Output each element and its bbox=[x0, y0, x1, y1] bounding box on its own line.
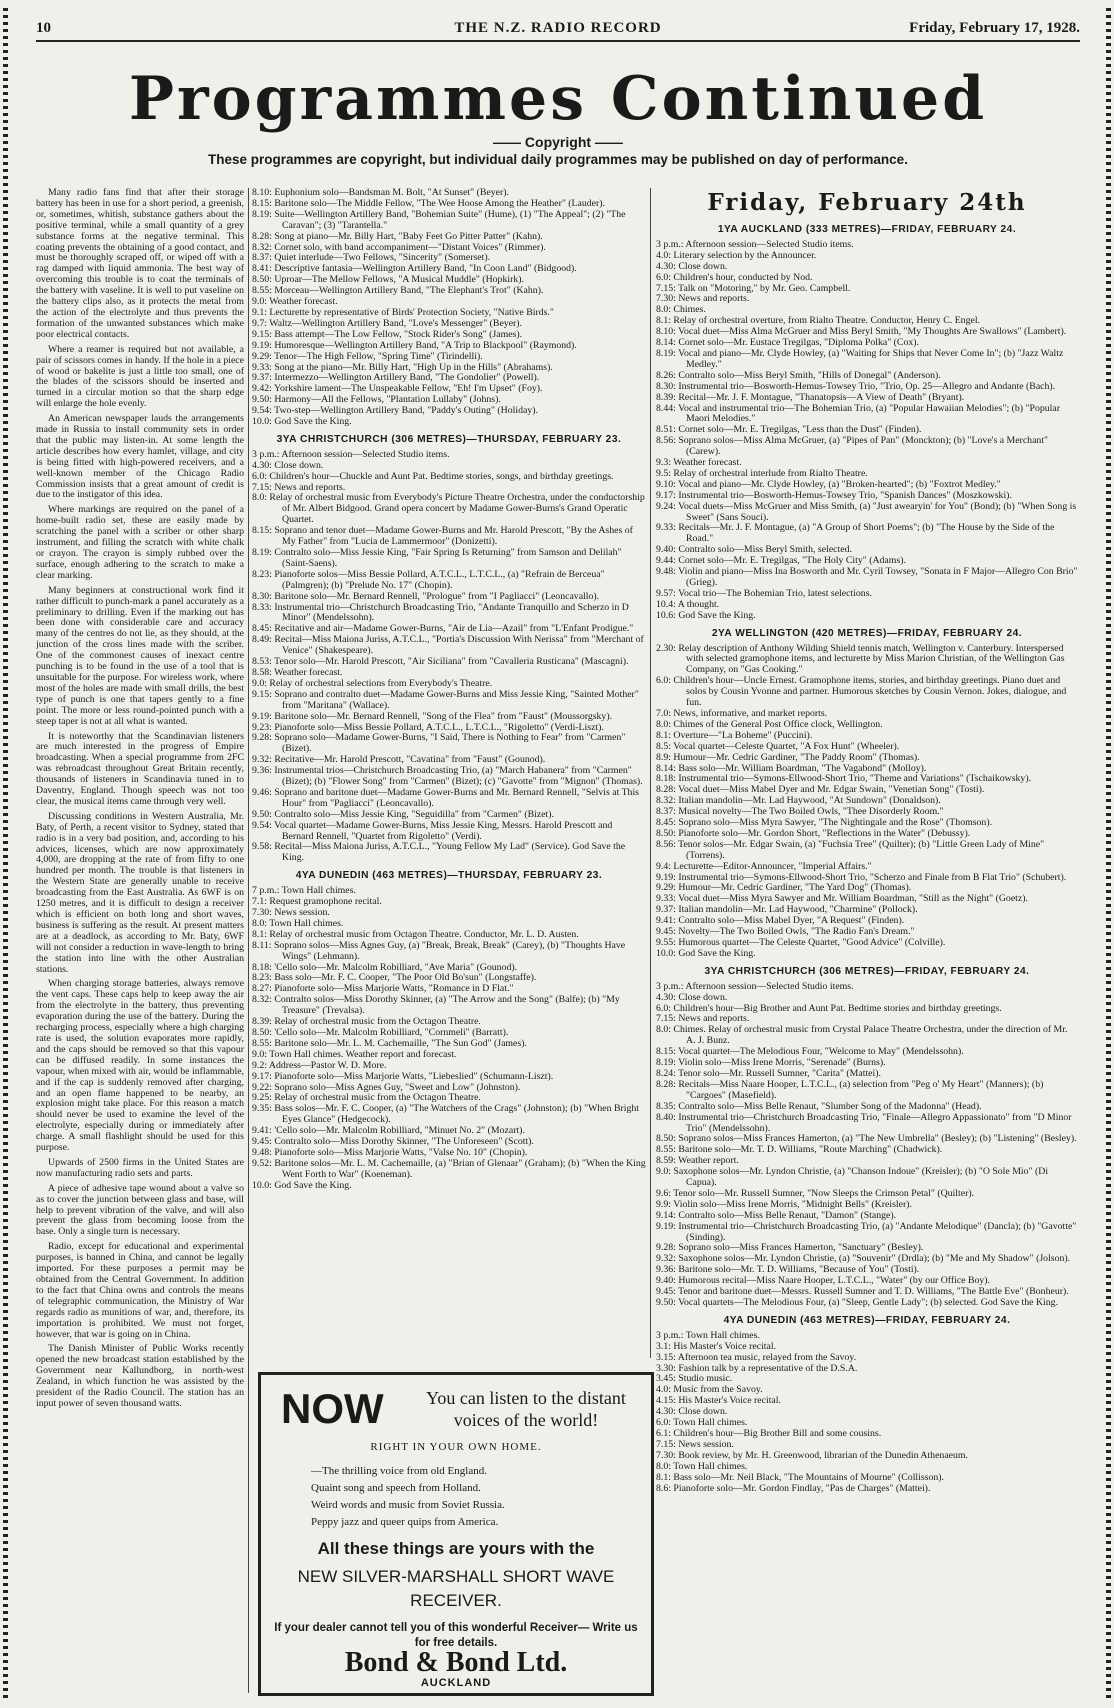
programme-item: 9.19: Baritone solo—Mr. Bernard Rennell, "Song of the Flea" from "Faust" (Moussorgsky). bbox=[252, 710, 613, 722]
programme-item: 9.33: Vocal duet—Miss Myra Sawyer and Mr. William Boardman, "Still as the Night" (Goetz). bbox=[656, 893, 1028, 905]
page-number: 10 bbox=[36, 20, 51, 36]
programme-item: 8.19: Vocal and piano—Mr. Clyde Howley, (a) "Waiting for Ships that Never Come In"; (b) "Jazz Waltz Medley." bbox=[656, 347, 1064, 370]
station-heading-2ya: 2YA WELLINGTON (420 METRES)—FRIDAY, FEBRUARY 24. bbox=[711, 627, 1023, 639]
programme-item: 8.51: Cornet solo—Mr. E. Tregilgas, "Less than the Dust" (Finden). bbox=[656, 424, 922, 436]
programme-item: 9.10: Vocal and piano—Mr. Clyde Howley, (a) "Broken-hearted"; (b) "Foxtrot Medley." bbox=[656, 478, 1001, 490]
programme-item: 9.37: Intermezzo—Wellington Artillery Band, "The Gondolier" (Powell). bbox=[252, 372, 540, 384]
programme-list-2ya-continued bbox=[252, 188, 646, 428]
programme-item: 4.30: Close down. bbox=[252, 459, 324, 471]
programme-item: 8.18: 'Cello solo—Mr. Malcolm Robilliard, "Ave Maria" (Gounod). bbox=[252, 961, 518, 973]
programme-list-2ya bbox=[656, 644, 1078, 960]
programme-item: 9.50: Vocal quartets—The Melodious Four, (a) "Sleep, Gentle Lady"; (b) selected. God Save the King. bbox=[656, 1297, 1059, 1308]
programme-item: 3.15: Afternoon tea music, relayed from the Savoy. bbox=[656, 1351, 857, 1363]
programme-item: 8.0: Town Hall chimes. bbox=[252, 917, 344, 929]
programme-item: 9.48: Violin and piano—Miss Ina Bosworth and Mr. Cyril Towsey, "Sonata in F Major—Allegro Con Brio" (Grieg). bbox=[656, 566, 1078, 588]
programme-item: 9.45: Contralto solo—Miss Dorothy Skinner, "The Unforeseen" (Scott). bbox=[252, 1136, 534, 1148]
programme-item: 8.40: Instrumental trio—Christchurch Broadcasting Trio, "Finale—Allegro Appassionato" from "D Minor Trio" (Mendelssohn). bbox=[656, 1111, 1072, 1134]
programme-item: 9.29: Humour—Mr. Cedric Gardiner, "The Yard Dog" (Thomas). bbox=[656, 882, 912, 894]
programme-item: 9.0: Relay of orchestral selections from Everybody's Theatre. bbox=[252, 677, 493, 689]
programme-item: 9.36: Baritone solo—Mr. T. D. Williams, "Because of You" (Tosti). bbox=[656, 1264, 920, 1276]
programme-item: 9.0: Town Hall chimes. Weather report and forecast. bbox=[252, 1048, 457, 1060]
programme-item: 7.0: News, informative, and market reports. bbox=[656, 707, 828, 719]
ad-features bbox=[311, 1463, 505, 1531]
programme-item: 3 p.m.: Afternoon session—Selected Studio items. bbox=[656, 238, 854, 250]
programme-item: 8.14: Bass solo—Mr. William Boardman, "The Vagabond" (Molloy). bbox=[656, 762, 927, 774]
station-heading-4ya-thursday: 4YA DUNEDIN (463 METRES)—THURSDAY, FEBRUARY 23. bbox=[295, 870, 603, 882]
station-heading-1ya: 1YA AUCKLAND (333 METRES)—FRIDAY, FEBRUARY 24. bbox=[717, 224, 1017, 235]
programme-list-3ya bbox=[656, 982, 1078, 1309]
programme-item: 9.36: Instrumental trios—Christchurch Broadcasting Trio, (a) "March Habanera" from "Carmen" (Bizet); (b) "Flower Song" from "Carmen" (Bizet); (c) "Gavotte" from "Mignon" (Thomas). bbox=[252, 765, 643, 788]
programme-item: 8.23: Pianoforte solos—Miss Bessie Pollard, A.T.C.L., L.T.C.L., (a) "Refrain de Berceua" (Palmgren); (b) "Prelude No. 17" (Chopin). bbox=[252, 568, 605, 591]
programme-item: 6.0: Town Hall chimes. bbox=[656, 1417, 748, 1429]
programme-item: 8.10: Euphonium solo—Bandsman M. Bolt, "At Sunset" (Beyer). bbox=[252, 188, 509, 198]
programme-item: 8.39: Relay of orchestral music from the Octagon Theatre. bbox=[252, 1016, 481, 1028]
programme-item: 8.5: Vocal quartet—Celeste Quartet, "A Fox Hunt" (Wheeler). bbox=[656, 740, 900, 752]
programme-item: 9.52: Baritone solos—Mr. L. M. Cachemaille, (a) "Brian of Glenaar" (Graham); (b) "When the King Went Forth to War" (Koeneman). bbox=[252, 1157, 646, 1180]
programme-item: 9.58: Recital—Miss Maiona Juriss, A.T.C.L., "Young Fellow My Lad" (Service). God Save the King. bbox=[252, 841, 626, 864]
programme-item: 3.1: His Master's Voice recital. bbox=[656, 1340, 777, 1352]
programme-item: 7.15: News session. bbox=[656, 1438, 734, 1450]
programme-item: 9.32: Recitative—Mr. Harold Prescott, "Cavatina" from "Faust" (Gounod). bbox=[252, 754, 546, 766]
programme-item: 9.0: Weather forecast. bbox=[252, 296, 338, 308]
column-radio-notes bbox=[36, 188, 249, 1693]
programme-item: 3.45: Studio music. bbox=[656, 1373, 733, 1385]
programme-item: 9.32: Saxophone solos—Mr. Lyndon Christie, (a) "Souvenir" (Drdla); (b) "Me and My Shadow" (Jolson). bbox=[656, 1253, 1071, 1265]
programme-item: 9.22: Soprano solo—Miss Agnes Guy, "Sweet and Low" (Johnston). bbox=[252, 1081, 521, 1093]
programme-item: 9.19: Instrumental trio—Symons-Ellwood-Short Trio, "Scherzo and Finale from B Flat Trio" (Schubert). bbox=[656, 871, 1067, 883]
programme-item: 6.0: Children's hour, conducted by Nod. bbox=[656, 271, 813, 283]
programme-item: 8.10: Vocal duet—Miss Alma McGruer and Miss Beryl Smith, "My Thoughts Are Swallows" (Lambert). bbox=[656, 326, 1067, 338]
programme-item: 8.27: Pianoforte solo—Miss Marjorie Watts, "Romance in D Flat." bbox=[252, 983, 514, 995]
programme-item: 9.0: Saxophone solos—Mr. Lyndon Christie, (a) "Chanson Indoue" (Kreisler); (b) "O Sole Mio" (Di Capua). bbox=[656, 1166, 1049, 1189]
issue-date: Friday, February 17, 1928. bbox=[909, 20, 1080, 36]
programme-item: 10.4: A thought. bbox=[656, 598, 720, 610]
left-border bbox=[3, 8, 8, 1700]
paragraph: Many radio fans find that after their storage battery has been in use for a short period, a greenish, or, sometimes, whitish, substance gathers about the positive terminal, while a small quantity of a grey substance forms at the negative terminal. This coating prevents the obtaining of a good contact, and must be thoroughly scraped off, or wiped off with a rag damped with liquid ammonia. The best way of overcoming this trouble is to coat the terminals of the battery with vaseline. It is well to put vaseline on the battery clips also, as it protects the metal from the action of the electrolyte and thus prevents the formation of the unwanted substances which make poor electrical contacts. bbox=[36, 188, 244, 340]
programme-item: 3 p.m.: Afternoon session—Selected Studio items. bbox=[252, 448, 450, 460]
publication-title: THE N.Z. RADIO RECORD bbox=[454, 20, 662, 36]
programme-item: 8.30: Instrumental trio—Bosworth-Hemus-Towsey Trio, "Trio, Op. 25—Allegro and Andante (Bach). bbox=[656, 380, 1056, 392]
ad-feature: Quaint song and speech from Holland. bbox=[311, 1482, 481, 1494]
programme-item: 9.54: Two-step—Wellington Artillery Band, "Paddy's Outing" (Holiday). bbox=[252, 405, 538, 417]
programme-item: 4.30: Close down. bbox=[656, 1406, 728, 1418]
copyright-label: —— Copyright —— bbox=[493, 134, 623, 150]
programme-item: 9.40: Humorous recital—Miss Naare Hooper, L.T.C.L., "Water" (by our Office Boy). bbox=[656, 1275, 991, 1287]
programme-item: 9.9: Violin solo—Miss Irene Morris, "Midnight Bells" (Kreisler). bbox=[656, 1198, 912, 1210]
paragraph: The Danish Minister of Public Works recently opened the new broadcast station established by the Government near Kallundborg, in north-west Zealand, in which function he was assisted by the president of the Radio Council. The station has an input power of seven thousand watts. bbox=[36, 1343, 244, 1409]
ad-product: NEW SILVER-MARSHALL SHORT WAVE RECEIVER. bbox=[297, 1567, 615, 1610]
programme-item: 8.35: Contralto solo—Miss Belle Renaut, "Slumber Song of the Madonna" (Head). bbox=[656, 1100, 982, 1112]
programme-item: 8.53: Tenor solo—Mr. Harold Prescott, "Air Siciliana" from "Cavalleria Rusticana" (Mascagni). bbox=[252, 656, 629, 668]
programme-list-3ya-thursday bbox=[252, 450, 646, 864]
ad-feature: Peppy jazz and queer quips from America. bbox=[311, 1516, 499, 1528]
programme-item: 6.0: Children's hour—Chuckle and Aunt Pat. Bedtime stories, songs, and birthday greetings. bbox=[252, 470, 614, 482]
programme-item: 9.50: Harmony—All the Fellows, "Plantation Lullaby" (Johns). bbox=[252, 394, 501, 406]
programme-list-4ya-thursday bbox=[252, 886, 646, 1191]
right-border bbox=[1106, 8, 1111, 1700]
paragraph: Radio, except for educational and experimental purposes, is banned in China, and cannot be legally imported. For these purposes a permit may be obtained from the Central Government. In addition to the fact that China owns and controls the means of telegraphic communication, the Ministry of War regards radio as munitions of war, and, therefore, its importation is prohibited. We must not forget, however, that war is going on in China. bbox=[36, 1241, 244, 1340]
column-thursday-programmes bbox=[252, 188, 651, 1358]
programme-item: 10.0: God Save the King. bbox=[252, 1179, 352, 1191]
advertisement-silver-marshall bbox=[258, 1372, 654, 1696]
programme-item: 7 p.m.: Town Hall chimes. bbox=[252, 885, 356, 897]
paragraph: Discussing conditions in Western Australia, Mr. Baty, of Perth, a recent visitor to Sydney, stated that radio is in a very bad position, and, according to his advices, licenses, which are now approximately 4,000, are dropping at the rate of from fifty to one hundred per month. The trouble is that listeners in the Western State are generally unable to receive broadcasting from the East Australia. As 6WF is on 1250 metres, and it is difficult to design a receiver which is efficient on both long and short waves, business is suffering as the result. At present matters are at a deadlock, as according to Mr. Baty, 6WF will not consider a reduction in wave-length to bring the station into line with the other Australian stations. bbox=[36, 810, 244, 975]
programme-item: 7.15: News and reports. bbox=[252, 481, 346, 493]
programme-item: 8.11: Soprano solos—Miss Agnes Guy, (a) "Break, Break, Break" (Carey), (b) "Thoughts Have Wings" (Lehmann). bbox=[252, 939, 626, 962]
page-title: Programmes Continued bbox=[128, 64, 988, 134]
programme-item: 8.41: Descriptive fantasia—Wellington Artillery Band, "In Coon Land" (Bidgood). bbox=[252, 263, 577, 275]
programme-item: 8.19: Suite—Wellington Artillery Band, "Bohemian Suite" (Hume), (1) "The Appeal"; (2) "The Caravan"; (3) "Tarantella." bbox=[252, 208, 626, 231]
programme-item: 8.37: Musical novelty—The Two Boiled Owls, "Thee Disorderly Room." bbox=[656, 806, 944, 818]
programme-item: 9.46: Soprano and baritone duet—Madame Gower-Burns and Mr. Bernard Rennell, "Selvis at This Hour" from "Pagliacci" (Leoncavallo). bbox=[252, 786, 639, 809]
programme-item: 8.56: Soprano solos—Miss Alma McGruer, (a) "Pipes of Pan" (Monckton); (b) "Love's a Merchant" (Carew). bbox=[656, 435, 1049, 458]
programme-item: 8.55: Morceau—Wellington Artillery Band, "The Elephant's Trot" (Kahn). bbox=[252, 285, 544, 297]
programme-item: 9.40: Contralto solo—Miss Beryl Smith, selected. bbox=[656, 544, 852, 556]
programme-item: 8.32: Italian mandolin—Mr. Lad Haywood, "At Sundown" (Donaldson). bbox=[656, 795, 941, 807]
programme-item: 8.26: Contralto solo—Miss Beryl Smith, "Hills of Donegal" (Anderson). bbox=[656, 369, 941, 381]
programme-item: 8.50: Uproar—The Mellow Fellows, "A Musical Muddle" (Hopkirk). bbox=[252, 274, 524, 286]
column-friday-programmes bbox=[656, 188, 1078, 1693]
ad-city: AUCKLAND bbox=[420, 1677, 492, 1689]
programme-item: 9.45: Novelty—The Two Boiled Owls, "The Radio Fan's Dream." bbox=[656, 926, 915, 938]
programme-item: 9.29: Tenor—The High Fellow, "Spring Time" (Tirindelli). bbox=[252, 350, 483, 362]
programme-item: 9.23: Pianoforte solo—Miss Bessie Pollard, A.T.C.L., L.T.C.L., "Rigoletto" (Verdi-Liszt). bbox=[252, 721, 604, 733]
programme-item: 8.0: Chimes. bbox=[656, 304, 706, 316]
programme-item: 8.1: Relay of orchestral music from Octagon Theatre. Conductor, Mr. L. D. Austen. bbox=[252, 928, 579, 940]
programme-item: 7.1: Request gramophone recital. bbox=[252, 896, 382, 908]
programme-item: 8.55: Baritone solo—Mr. T. D. Williams, "Route Marching" (Chadwick). bbox=[656, 1144, 943, 1156]
paragraph: Upwards of 2500 firms in the United States are now manufacturing radio sets and parts. bbox=[36, 1156, 244, 1179]
programme-item: 10.6: God Save the King. bbox=[656, 609, 756, 621]
ad-feature: —The thrilling voice from old England. bbox=[311, 1465, 487, 1477]
copyright-note: These programmes are copyright, but individual daily programmes may be published on day of performance. bbox=[208, 152, 908, 167]
programme-item: 9.55: Humorous quartet—The Celeste Quartet, "Good Advice" (Colville). bbox=[656, 937, 946, 948]
paragraph: When charging storage batteries, always remove the vent caps. These caps help to keep away the air from the electrolyte in the battery, thus preventing evaporation during the use of the battery. During the recharging process, especially where a high charging rate is used, the solution evaporates more rapidly, and the caps should be removed so that this vapour can be diffused readily. In some instances the vapour, when mixed with air, would be inflammable, and if the cap is suddenly removed after charging, and an open flame happened to be nearby, an explosion might take place. For this reason a match should never be used to examine the level of the electrolyte, especially during or immediately after charge. A small flashlight should be used for this purpose. bbox=[36, 978, 244, 1154]
programme-item: 8.1: Overture—"La Boheme" (Puccini). bbox=[656, 729, 813, 741]
programme-list-4ya bbox=[656, 1331, 1078, 1495]
programme-item: 4.15: His Master's Voice recital. bbox=[656, 1395, 781, 1407]
programme-item: 9.24: Vocal duets—Miss McGruer and Miss Smith, (a) "Just awearyin' for You" (Bond); (b) "When Song is Sweet" (Sans Souci). bbox=[656, 500, 1077, 523]
paragraph: An American newspaper lauds the arrangements made in Russia to install community sets in order that the public may listen-in. At some length the article describes how every hamlet, village, and city is being fitted with high-powered receivers, and a well-known member of the Chicago Radio Commission insists that a great amount of credit is due to the instigator of this idea. bbox=[36, 413, 244, 501]
programme-item: 8.14: Cornet solo—Mr. Eustace Tregilgas, "Diploma Polka" (Cox). bbox=[656, 337, 919, 349]
programme-item: 8.23: Bass solo—Mr. F. C. Cooper, "The Poor Old Bo'sun" (Longstaffe). bbox=[252, 972, 537, 984]
programme-item: 7.15: Talk on "Motoring," by Mr. Geo. Campbell. bbox=[656, 282, 851, 294]
programme-item: 8.19: Contralto solo—Miss Jessie King, "Fair Spring Is Returning" from Samson and Delilah" (Saint-Saens). bbox=[252, 547, 622, 569]
programme-item: 9.25: Relay of orchestral music from the Octagon Theatre. bbox=[252, 1092, 481, 1104]
programme-item: 3 p.m.: Afternoon session—Selected Studio items. bbox=[656, 980, 854, 992]
programme-item: 8.18: Instrumental trio—Symons-Ellwood-Short Trio, "Theme and Variations" (Tschaikowsky). bbox=[656, 773, 1032, 785]
paragraph: Where a reamer is required but not available, a pair of scissors comes in handy. If the hole in a piece of wood or bakelite is just a little too small, one of the blades of the scissors should be inserted and turned in a circular motion so that the sharp edge will enlarge the hole evenly. bbox=[36, 343, 244, 410]
programme-item: 10.0: God Save the King. bbox=[252, 416, 352, 428]
programme-item: 9.35: Bass solos—Mr. F. C. Cooper, (a) "The Watchers of the Crags" (Johnston); (b) "When Bright Eyes Glance" (Hedgecock). bbox=[252, 1103, 639, 1126]
programme-item: 8.50: Soprano solos—Miss Frances Hamerton, (a) "The New Umbrella" (Besley); (b) "Listening" (Besley). bbox=[656, 1133, 1077, 1145]
programme-item: 9.57: Vocal trio—The Bohemian Trio, latest selections. bbox=[656, 587, 872, 599]
programme-item: 9.44: Cornet solo—Mr. E. Tregilgas, "The Holy City" (Adams). bbox=[656, 555, 906, 567]
programme-item: 8.0: Relay of orchestral music from Everybody's Picture Theatre Orchestra, under the conductorship of Mr. Albert Bidgood. Grand opera concert by Madame Gower-Burns's Grand Operatic Quartet. bbox=[252, 492, 645, 526]
programme-item: 8.49: Recital—Miss Maiona Juriss, A.T.C.L., "Portia's Discussion With Nerissa" from "Merchant of Venice" (Shakespeare). bbox=[252, 634, 644, 657]
programme-item: 4.30: Close down. bbox=[656, 991, 728, 1003]
paragraph: A piece of adhesive tape wound about a valve so as to cover the junction between glass and base, will help to prevent vibration of the valve, and will also prevent the glass from becoming loose from the base. Only a single turn is necessary. bbox=[36, 1182, 244, 1238]
day-heading: Friday, February 24th bbox=[707, 189, 1027, 216]
programme-item: 8.28: Recitals—Miss Naare Hooper, L.T.C.L., (a) selection from "Peg o' My Heart" (Manners); (b) "Cargoes" (Masefield). bbox=[656, 1078, 1044, 1101]
programme-item: 8.33: Instrumental trio—Christchurch Broadcasting Trio, "Andante Tranquillo and Scherzo in D Minor" (Mendelssohn). bbox=[252, 601, 629, 624]
programme-item: 9.4: Lecturette—Editor-Announcer, "Imperial Affairs." bbox=[656, 860, 872, 872]
ad-now: NOW bbox=[281, 1385, 384, 1432]
programme-item: 8.39: Recital—Mr. J. F. Montague, "Thanatopsis—A View of Death" (Bryant). bbox=[656, 391, 965, 403]
programme-item: 4.0: Music from the Savoy. bbox=[656, 1384, 763, 1396]
programme-item: 9.7: Waltz—Wellington Artillery Band, "Love's Messenger" (Beyer). bbox=[252, 317, 523, 329]
programme-item: 9.50: Contralto solo—Miss Jessie King, "Seguidilla" from "Carmen" (Bizet). bbox=[252, 808, 554, 820]
ad-company: Bond & Bond Ltd. bbox=[344, 1647, 568, 1678]
programme-item: 8.59: Weather report. bbox=[656, 1155, 739, 1167]
programme-item: 9.33: Recitals—Mr. J. F. Montague, (a) "A Group of Short Poems"; (b) "The House by the Side of the Road." bbox=[656, 522, 1055, 545]
programme-item: 8.30: Baritone solo—Mr. Bernard Rennell, "Prologue" from "I Pagliacci" (Leoncavallo). bbox=[252, 590, 600, 602]
programme-item: 9.33: Song at the piano—Mr. Billy Hart, "High Up in the Hills" (Abrahams). bbox=[252, 361, 553, 373]
programme-item: 9.15: Soprano and contralto duet—Madame Gower-Burns and Miss Jessie King, "Sainted Mother" from "Maritana" (Wallace). bbox=[252, 688, 639, 711]
programme-list-1ya bbox=[656, 240, 1078, 622]
station-heading-3ya: 3YA CHRISTCHURCH (306 METRES)—FRIDAY, FEBRUARY 24. bbox=[704, 965, 1030, 977]
programme-item: 8.15: Baritone solo—The Middle Fellow, "The Wee Hoose Among the Heather" (Lauder). bbox=[252, 197, 606, 209]
programme-item: 8.44: Vocal and instrumental trio—The Bohemian Trio, (a) "Popular Hawaiian Melodies"; (b) "Popular Maori Melodies." bbox=[656, 402, 1060, 425]
programme-item: 8.50: Pianoforte solo—Mr. Gordon Short, "Reflections in the Water" (Debussy). bbox=[656, 827, 971, 839]
programme-item: 9.19: Humoresque—Wellington Artillery Band, "A Trip to Blackpool" (Raymond). bbox=[252, 339, 577, 351]
programme-item: 8.28: Vocal duet—Miss Mabel Dyer and Mr. Edgar Swain, "Venetian Song" (Tosti). bbox=[656, 784, 985, 796]
programme-item: 9.15: Bass attempt—The Low Fellow, "Stock Rider's Song" (James). bbox=[252, 328, 523, 340]
programme-item: 8.1: Relay of orchestral overture, from Rialto Theatre. Conductor, Henry C. Engel. bbox=[656, 315, 980, 327]
programme-item: 9.28: Soprano solo—Miss Frances Hamerton, "Sanctuary" (Besley). bbox=[656, 1242, 924, 1254]
programme-item: 8.32: Cornet solo, with band accompaniment—"Distant Voices" (Rimmer). bbox=[252, 241, 546, 253]
programme-item: 8.50: 'Cello solo—Mr. Malcolm Robilliard, "Cornmeli" (Barratt). bbox=[252, 1026, 509, 1038]
programme-item: 9.17: Pianoforte solo—Miss Marjorie Watts, "Liebeslied" (Schumann-Liszt). bbox=[252, 1070, 554, 1082]
programme-item: 7.30: Book review, by Mr. H. Greenwood, librarian of the Dunedin Athenaeum. bbox=[656, 1449, 968, 1461]
programme-item: 9.54: Vocal quartet—Madame Gower-Burns, Miss Jessie King, Messrs. Harold Prescott and Bernard Rennell, "Quartet from Rigoletto" (Verdi). bbox=[252, 819, 613, 842]
programme-item: 8.24: Tenor solo—Mr. Russell Sumner, "Carita" (Mattei). bbox=[656, 1067, 881, 1079]
ad-feature: Weird words and music from Soviet Russia. bbox=[311, 1499, 505, 1511]
programme-item: 8.0: Town Hall chimes. bbox=[656, 1460, 748, 1472]
programme-item: 8.19: Violin solo—Miss Irene Morris, "Serenade" (Burns). bbox=[656, 1057, 886, 1069]
programme-item: 4.30: Close down. bbox=[656, 260, 728, 272]
programme-item: 9.19: Instrumental trio—Christchurch Broadcasting Trio, (a) "Andante Melodique" (Dancla); (b) "Gavotte" (Sinding). bbox=[656, 1220, 1077, 1243]
programme-item: 8.9: Humour—Mr. Cedric Gardiner, "The Paddy Room" (Thomas). bbox=[656, 751, 920, 763]
programme-item: 8.55: Baritone solo—Mr. L. M. Cachemaille, "The Sun God" (James). bbox=[252, 1037, 527, 1049]
programme-item: 8.28: Song at piano—Mr. Billy Hart, "Baby Feet Go Pitter Patter" (Kahn). bbox=[252, 230, 543, 242]
programme-item: 8.32: Contralto solos—Miss Dorothy Skinner, (a) "The Arrow and the Song" (Balfe); (b) "My Treasure" (Trevalsa). bbox=[252, 994, 620, 1017]
programme-item: 8.15: Soprano and tenor duet—Madame Gower-Burns and Mr. Harold Prescott, "By the Ashes of My Father" from "Lucia de Lammermoor" (Donizetti). bbox=[252, 525, 633, 548]
programme-item: 9.3: Weather forecast. bbox=[656, 457, 742, 469]
programme-item: 9.37: Italian mandolin—Mr. Lad Haywood, "Charmine" (Pollock). bbox=[656, 904, 918, 916]
programme-item: 8.58: Weather forecast. bbox=[252, 666, 343, 678]
programme-item: 9.41: Contralto solo—Miss Mabel Dyer, "A Request" (Finden). bbox=[656, 915, 905, 927]
ad-all-things: All these things are yours with the bbox=[317, 1539, 595, 1558]
programme-item: 7.15: News and reports. bbox=[656, 1013, 750, 1025]
programme-item: 7.30: News and reports. bbox=[656, 293, 750, 305]
programme-item: 9.1: Lecturette by representative of Birds' Protection Society, "Native Birds." bbox=[252, 306, 554, 318]
programme-item: 8.45: Recitative and air—Madame Gower-Burns, "Air de Lia—Azail" from "L'Enfant Prodigue." bbox=[252, 623, 634, 635]
programme-item: 8.1: Bass solo—Mr. Neil Black, "The Mountains of Mourne" (Collisson). bbox=[656, 1471, 945, 1483]
page-header bbox=[36, 18, 1080, 42]
programme-item: 8.37: Quiet interlude—Two Fellows, "Sincerity" (Somerset). bbox=[252, 252, 491, 264]
programme-item: 8.0: Chimes. Relay of orchestral music from Crystal Palace Theatre Orchestra, under the direction of Mr. A. J. Bunz. bbox=[656, 1024, 1068, 1047]
programme-item: 9.42: Yorkshire lament—The Unspeakable Fellow, "Eh! I'm Upset" (Foy). bbox=[252, 383, 543, 395]
programme-item: 8.15: Vocal quartet—The Melodious Four, "Welcome to May" (Mendelssohn). bbox=[656, 1046, 964, 1058]
paragraph: Where markings are required on the panel of a home-built radio set, these are easily made by scratching the panel with a scriber or other sharp instrument, and filling the scratch with white chalk or crayon. The crayon is simply rubbed over the surface, enough adhering to the scratch to make a clear marking. bbox=[36, 504, 244, 581]
programme-item: 8.6: Pianoforte solo—Mr. Gordon Findlay, "Pas de Charges" (Mattei). bbox=[656, 1482, 931, 1494]
paragraph: It is noteworthy that the Scandinavian listeners are much interested in the progress of Empire broadcasting. When a special programme from 2FC was rebroadcast throughout Great Britain recently, thousands of listeners in Scandinavia tuned in to Daventry, England. Though speech was not too clear, the musical items came through very well. bbox=[36, 730, 244, 807]
programme-item: 9.2: Address—Pastor W. D. More. bbox=[252, 1059, 387, 1071]
ad-dealer-note: If your dealer cannot tell you of this wonderful Receiver— Write us for free details. bbox=[274, 1622, 638, 1649]
programme-item: 4.0: Literary selection by the Announcer. bbox=[656, 249, 817, 261]
programme-item: 9.6: Tenor solo—Mr. Russell Sumner, "Now Sleeps the Crimson Petal" (Quilter). bbox=[656, 1187, 975, 1199]
programme-item: 8.45: Soprano solo—Miss Myra Sawyer, "The Nightingale and the Rose" (Thomson). bbox=[656, 817, 993, 829]
programme-item: 9.41: 'Cello solo—Mr. Malcolm Robilliard, "Minuet No. 2" (Mozart). bbox=[252, 1125, 525, 1137]
ad-subhead: RIGHT IN YOUR OWN HOME. bbox=[370, 1441, 542, 1453]
programme-item: 6.0: Children's hour—Big Brother and Aunt Pat. Bedtime stories and birthday greetings. bbox=[656, 1002, 1002, 1014]
programme-item: 8.0: Chimes of the General Post Office clock, Wellington. bbox=[656, 718, 883, 730]
programme-item: 10.0: God Save the King. bbox=[656, 947, 756, 959]
paragraph: Many beginners at constructional work find it rather difficult to punch-mark a panel accurately as a preliminary to drilling. Even if the marking out has been done with considerable care and accuracy many of the centres do not lie, as they should, at the junction of the cross lines made with the scriber. One of the commonest causes of inexact centre punching is to be found in the use of a tool that is unsuitable for the purpose. For wireless work, where most of the holes are made with small drills, the best type of punch is one that tapers gently to a fine point. The more or less round-pointed punch with a steep taper is not at all what is wanted. bbox=[36, 584, 244, 727]
programme-item: 8.56: Tenor solos—Mr. Edgar Swain, (a) "Fuchsia Tree" (Quilter); (b) "Little Green Lady of Mine" (Torrens). bbox=[656, 838, 1045, 861]
programme-item: 9.45: Tenor and baritone duet—Messrs. Russell Sumner and T. D. Williams, "The Battle Eve" (Bonheur). bbox=[656, 1286, 1069, 1298]
ad-headline: You can listen to the distant voices of the world! bbox=[426, 1388, 626, 1430]
programme-item: 9.28: Soprano solo—Madame Gower-Burns, "I Said, There is Nothing to Fear" from "Carmen" (Bizet). bbox=[252, 732, 626, 755]
programme-item: 9.5: Relay of orchestral interlude from Rialto Theatre. bbox=[656, 467, 868, 479]
programme-item: 3.30: Fashion talk by a representative of the D.S.A. bbox=[656, 1362, 858, 1374]
programme-item: 3 p.m.: Town Hall chimes. bbox=[656, 1329, 760, 1341]
programme-item: 9.17: Instrumental trio—Bosworth-Hemus-Towsey Trio, "Spanish Dances" (Moszkowski). bbox=[656, 489, 1012, 501]
station-heading-4ya: 4YA DUNEDIN (463 METRES)—FRIDAY, FEBRUARY 24. bbox=[723, 1314, 1011, 1326]
programme-item: 6.0: Children's hour—Uncle Ernest. Gramophone items, stories, and birthday greetings. Piano duet and solos by Cousin Yvonne and partner. Humorous sketches by Cousin Vernon. Jokes, dialogue, and fun. bbox=[656, 675, 1067, 709]
station-heading-3ya-thursday: 3YA CHRISTCHURCH (306 METRES)—THURSDAY, FEBRUARY 23. bbox=[276, 433, 622, 445]
programme-item: 2.30: Relay description of Anthony Wilding Shield tennis match, Wellington v. Canterbury. Interspersed with selected gramophone items, and lecturette by Miss Marion Christian, of the Wellington Gas Company, on "Gas Cooking." bbox=[656, 642, 1065, 676]
programme-item: 9.48: Pianoforte solo—Miss Marjorie Watts, "Valse No. 10" (Chopin). bbox=[252, 1146, 528, 1158]
programme-item: 6.1: Children's hour—Big Brother Bill and some cousins. bbox=[656, 1427, 882, 1439]
programme-item: 7.30: News session. bbox=[252, 907, 330, 918]
programme-item: 9.14: Contralto solo—Miss Belle Renaut, "Damon" (Stange). bbox=[656, 1209, 897, 1221]
